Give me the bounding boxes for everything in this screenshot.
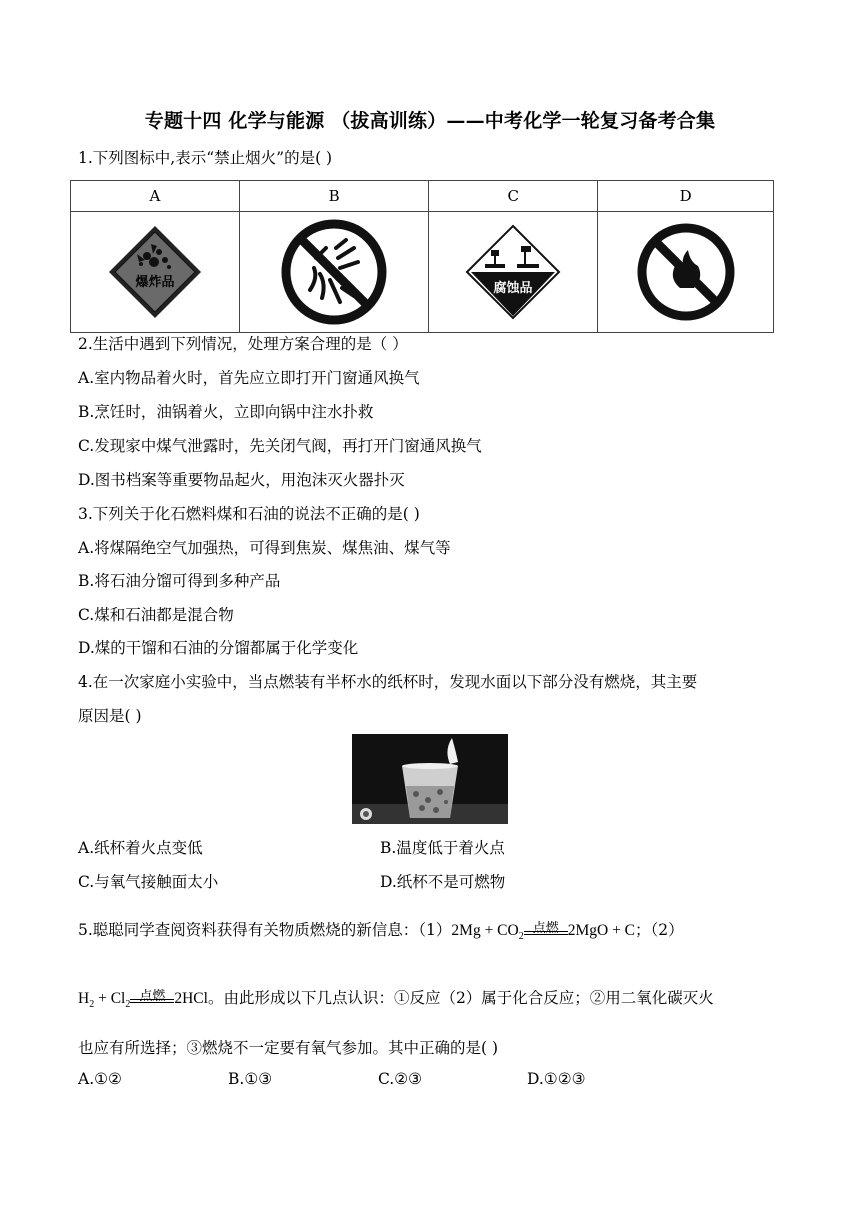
q5-equation-1: $2Mg + CO_2$ 点燃 2MgO + C (451, 920, 636, 943)
q5-equation-2: $H_2 + Cl_2$ 点燃 2HCl (78, 988, 208, 1011)
q3-stem: 3.下列关于化石燃料煤和石油的说法不正确的是( ) (78, 505, 420, 523)
q4-option-b: B.温度低于着火点 (380, 839, 505, 857)
q1-stem: 1.下列图标中,表示“禁止烟火”的是( ) (78, 149, 333, 167)
explosive-sign-icon (107, 224, 203, 320)
q4-stem-line1: 4.在一次家庭小实验中，当点燃装有半杯水的纸杯时，发现水面以下部分没有燃烧，其主要 (78, 673, 698, 691)
q5-option-a: A.①② (78, 1070, 122, 1088)
q4-stem-line2: 原因是( ) (78, 707, 142, 725)
q5-option-d: D.①②③ (527, 1070, 586, 1088)
q1-header-a: A (71, 181, 240, 212)
q5-option-c: C.②③ (378, 1070, 423, 1088)
q1-header-d: D (598, 181, 774, 212)
q5-intro: 5.聪聪同学查阅资料获得有关物质燃烧的新信息：（1） (78, 921, 452, 939)
no-open-flame-sign-icon (636, 222, 736, 322)
q2-option-c: C.发现家中煤气泄露时，先关闭气阀，再打开门窗通风换气 (78, 437, 482, 455)
q5-separator: ；（2） (635, 921, 684, 939)
q1-header-c: C (429, 181, 598, 212)
no-fireworks-sign-icon (280, 218, 388, 326)
q5-option-b: B.①③ (228, 1070, 273, 1088)
q3-option-b: B.将石油分馏可得到多种产品 (78, 572, 281, 590)
q3-option-d: D.煤的干馏和石油的分馏都属于化学变化 (78, 639, 359, 657)
q1-header-b: B (239, 181, 428, 212)
corrosive-sign-label: 腐蚀品 (493, 281, 533, 296)
q4-option-d: D.纸杯不是可燃物 (380, 873, 506, 891)
q2-option-b: B.烹饪时，油锅着火，立即向锅中注水扑救 (78, 403, 374, 421)
q5-line1 (78, 918, 684, 942)
q3-option-c: C.煤和石油都是混合物 (78, 606, 234, 624)
q2-stem: 2.生活中遇到下列情况，处理方案合理的是（ ） (78, 335, 408, 353)
page-title: 专题十四 化学与能源 （拔高训练）——中考化学一轮复习备考合集 (144, 110, 716, 132)
q4-option-a: A.纸杯着火点变低 (78, 839, 203, 857)
burning-paper-cup-photo (352, 734, 508, 824)
q3-option-a: A.将煤隔绝空气加强热，可得到焦炭、煤焦油、煤气等 (78, 539, 451, 557)
q2-option-a: A.室内物品着火时，首先应立即打开门窗通风换气 (78, 369, 420, 387)
q5-line2-text: 。由此形成以下几点认识：①反应（2）属于化合反应；②用二氧化碳灭火 (207, 989, 714, 1007)
q1-icon-table (70, 180, 774, 333)
q2-option-d: D.图书档案等重要物品起火，用泡沫灭火器扑灭 (78, 471, 405, 489)
explosive-sign-label: 爆炸品 (135, 275, 175, 290)
q5-line2 (78, 986, 714, 1010)
corrosive-sign-icon (465, 224, 561, 320)
q5-line3: 也应有所选择；③燃烧不一定要有氧气参加。其中正确的是( ) (78, 1039, 499, 1057)
q4-option-c: C.与氧气接触面太小 (78, 873, 219, 891)
